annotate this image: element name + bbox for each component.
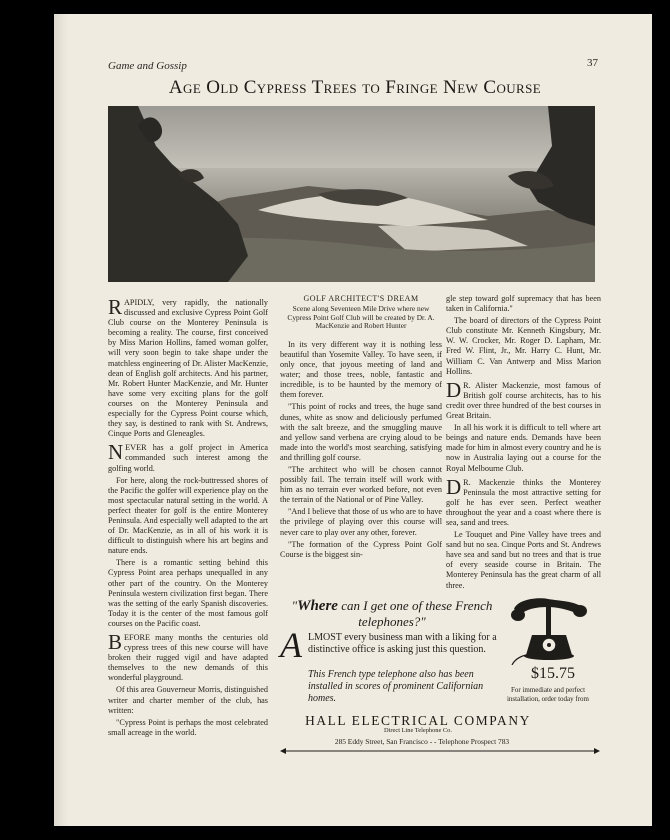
article-column-1 xyxy=(108,294,268,740)
ornamental-rule xyxy=(280,748,600,754)
telephone-advertisement xyxy=(280,595,600,753)
paragraph: Le Touquet and Pine Valley have trees and sand but no sea. Cinque Ports and St. Andrews have sea and sand but no trees and that is true of every seaside course in Britain. The Monterey Peninsula has the great charm of all three. xyxy=(446,530,601,590)
paragraph: "And I believe that those of us who are to have the privilege of playing over this course will never care to play over any other, forever. xyxy=(280,507,442,537)
ad-price: $15.75 xyxy=(531,665,575,682)
ad-body: LMOST every business man with a liking for a distinctive office is asking just this question. xyxy=(308,632,497,655)
ad-offer-text: For immediate and perfect installation, order today from xyxy=(506,686,590,703)
ad-italic-note: This French type telephone also has been installed in scores of prominent Californian homes. xyxy=(308,669,484,704)
paragraph: gle step toward golf supremacy that has been taken in California." xyxy=(446,294,601,314)
paragraph: The board of directors of the Cypress Point Club constitute Mr. Kenneth Kingsbury, Mr. W. W. Crocker, Mr. Roger D. Lapham, Mr. Fred W. Flint, Jr., Mr. Harry C. Hunt, Mr. William C. Van Antwerp and Miss Marion Hollins. xyxy=(446,316,601,376)
drop-cap: N xyxy=(108,440,124,465)
french-telephone-illustration xyxy=(508,595,592,665)
paragraph-text: EVER has a golf project in America commanded such interest among the golfing world. xyxy=(108,443,268,473)
section-label: Game and Gossip xyxy=(108,60,187,72)
paragraph-text: EFORE many months the centuries old cypress trees of this new course will have broken their rugged vigil and have adapted themselves to the new demands of this wonderful playground. xyxy=(108,633,268,683)
paragraph: Of this area Gouverneur Morris, distinguished writer and charter member of the club, has written: xyxy=(108,685,268,715)
paragraph: "Cypress Point is perhaps the most celebrated small acreage in the world. xyxy=(108,717,268,737)
article-headline: Age Old Cypress Trees to Fringe New Course xyxy=(168,77,542,98)
ad-company-name: HALL ELECTRICAL COMPANY xyxy=(305,713,531,728)
paragraph xyxy=(446,474,601,528)
paragraph xyxy=(108,440,268,473)
drop-cap: D xyxy=(446,377,462,402)
paragraph: "This point of rocks and trees, the huge sand dunes, white as snow and deliciously perfumed with the salt breeze, and the smuggling mauve and yellow sand verbena are crying aloud to be made into the world's most searching, satisfying and thrilling golf course. xyxy=(280,402,442,462)
photo-caption-title: GOLF ARCHITECT'S DREAM xyxy=(303,294,419,303)
ad-quote-mark: " xyxy=(291,598,298,613)
ad-company-subline: Direct Line Telephone Co. xyxy=(384,727,452,734)
paragraph: "The formation of the Cypress Point Golf Course is the biggest sin- xyxy=(280,539,442,559)
paragraph xyxy=(108,295,268,439)
drop-cap: B xyxy=(108,630,123,654)
paragraph-text: R. Alister Mackenzie, most famous of British golf course architects, has to his credit over three hundred of the best courses in Great Britain. xyxy=(446,380,601,421)
paragraph xyxy=(446,377,601,421)
coastline-photo xyxy=(108,106,595,282)
paragraph-text: APIDLY, very rapidly, the nationally discussed and exclusive Cypress Point Golf Club course on the Monterey Peninsula is becoming a reality. The course, first conceived by Miss Marion Hollins, famed woman golfer, will very soon begin to take shape under the matchless engineering of Dr. Alister MacKenzie, dean of English golf architects. And his partner, Mr. Robert Hunter MacKenzie, and Mr. Hunter have some very exciting plans for the golf courses on the Monterey Peninsula and especially for the Cypress Point course which, they say, is destined to rank with St. Andrews, Cinque Ports and Gleneagles. xyxy=(108,298,268,439)
page-number: 37 xyxy=(587,57,598,69)
paragraph-text: R. Mackenzie thinks the Monterey Peninsula the most attractive setting for golf he has ever seen. Perfect weather throughout the year and a coast where there is sea, sand and trees. xyxy=(446,477,601,527)
photo-caption: Scene along Seventeen Mile Drive where new Cypress Point Golf Club will be created by Dr. A. MacKenzie and Robert Hunter xyxy=(287,304,435,331)
paragraph: In all his work it is difficult to tell where art beings and nature ends. Demands have been made for him in almost every country and he is now in Australia laying out a course for the Royal Melbourne Club. xyxy=(446,423,601,473)
drop-cap: R xyxy=(108,295,123,319)
paragraph: There is a romantic setting behind this Cypress Point area perhaps unequalled in any other part of the country. On the Monterey Peninsula western civilization first began. There was the setting of the early Spanish discoveries. Today it is the center of the most famous golf courses on the Pacific coast. xyxy=(108,558,268,628)
ad-address: 285 Eddy Street, San Francisco - - Telephone Prospect 783 xyxy=(334,737,510,746)
ad-drop-cap: A xyxy=(280,625,302,665)
paragraph: For here, along the rock-buttressed shores of the Pacific the golfer will experience play on the most spectacular natural setting in the world. A perfect theater for golf is the entire Monterey Peninsula. And especially well adapted to the art of Dr. MacKenzie, as in all of his work it is difficult to distinguish where his art begins and nature ends. xyxy=(108,475,268,556)
paragraph: In its very different way it is nothing less beautiful than Yosemite Valley. To have seen, if only once, that joyous meeting of land and water; and those trees, noble, fantastic and incredible, is to be haunted by the memory of them forever. xyxy=(280,339,442,400)
paragraph xyxy=(108,630,268,683)
article-column-3 xyxy=(446,294,601,593)
ad-question xyxy=(282,598,502,629)
ad-question-text: can I get one of these French telephones?" xyxy=(341,598,493,629)
drop-cap: D xyxy=(446,474,462,499)
paragraph: "The architect who will be chosen cannot possibly fail. The terrain itself will work with him as no terrain ever worked before, not even the terrain of the National or of Pine Valley. xyxy=(280,465,442,505)
ad-question-emphasis: Where xyxy=(297,598,338,614)
article-column-2 xyxy=(280,294,442,562)
